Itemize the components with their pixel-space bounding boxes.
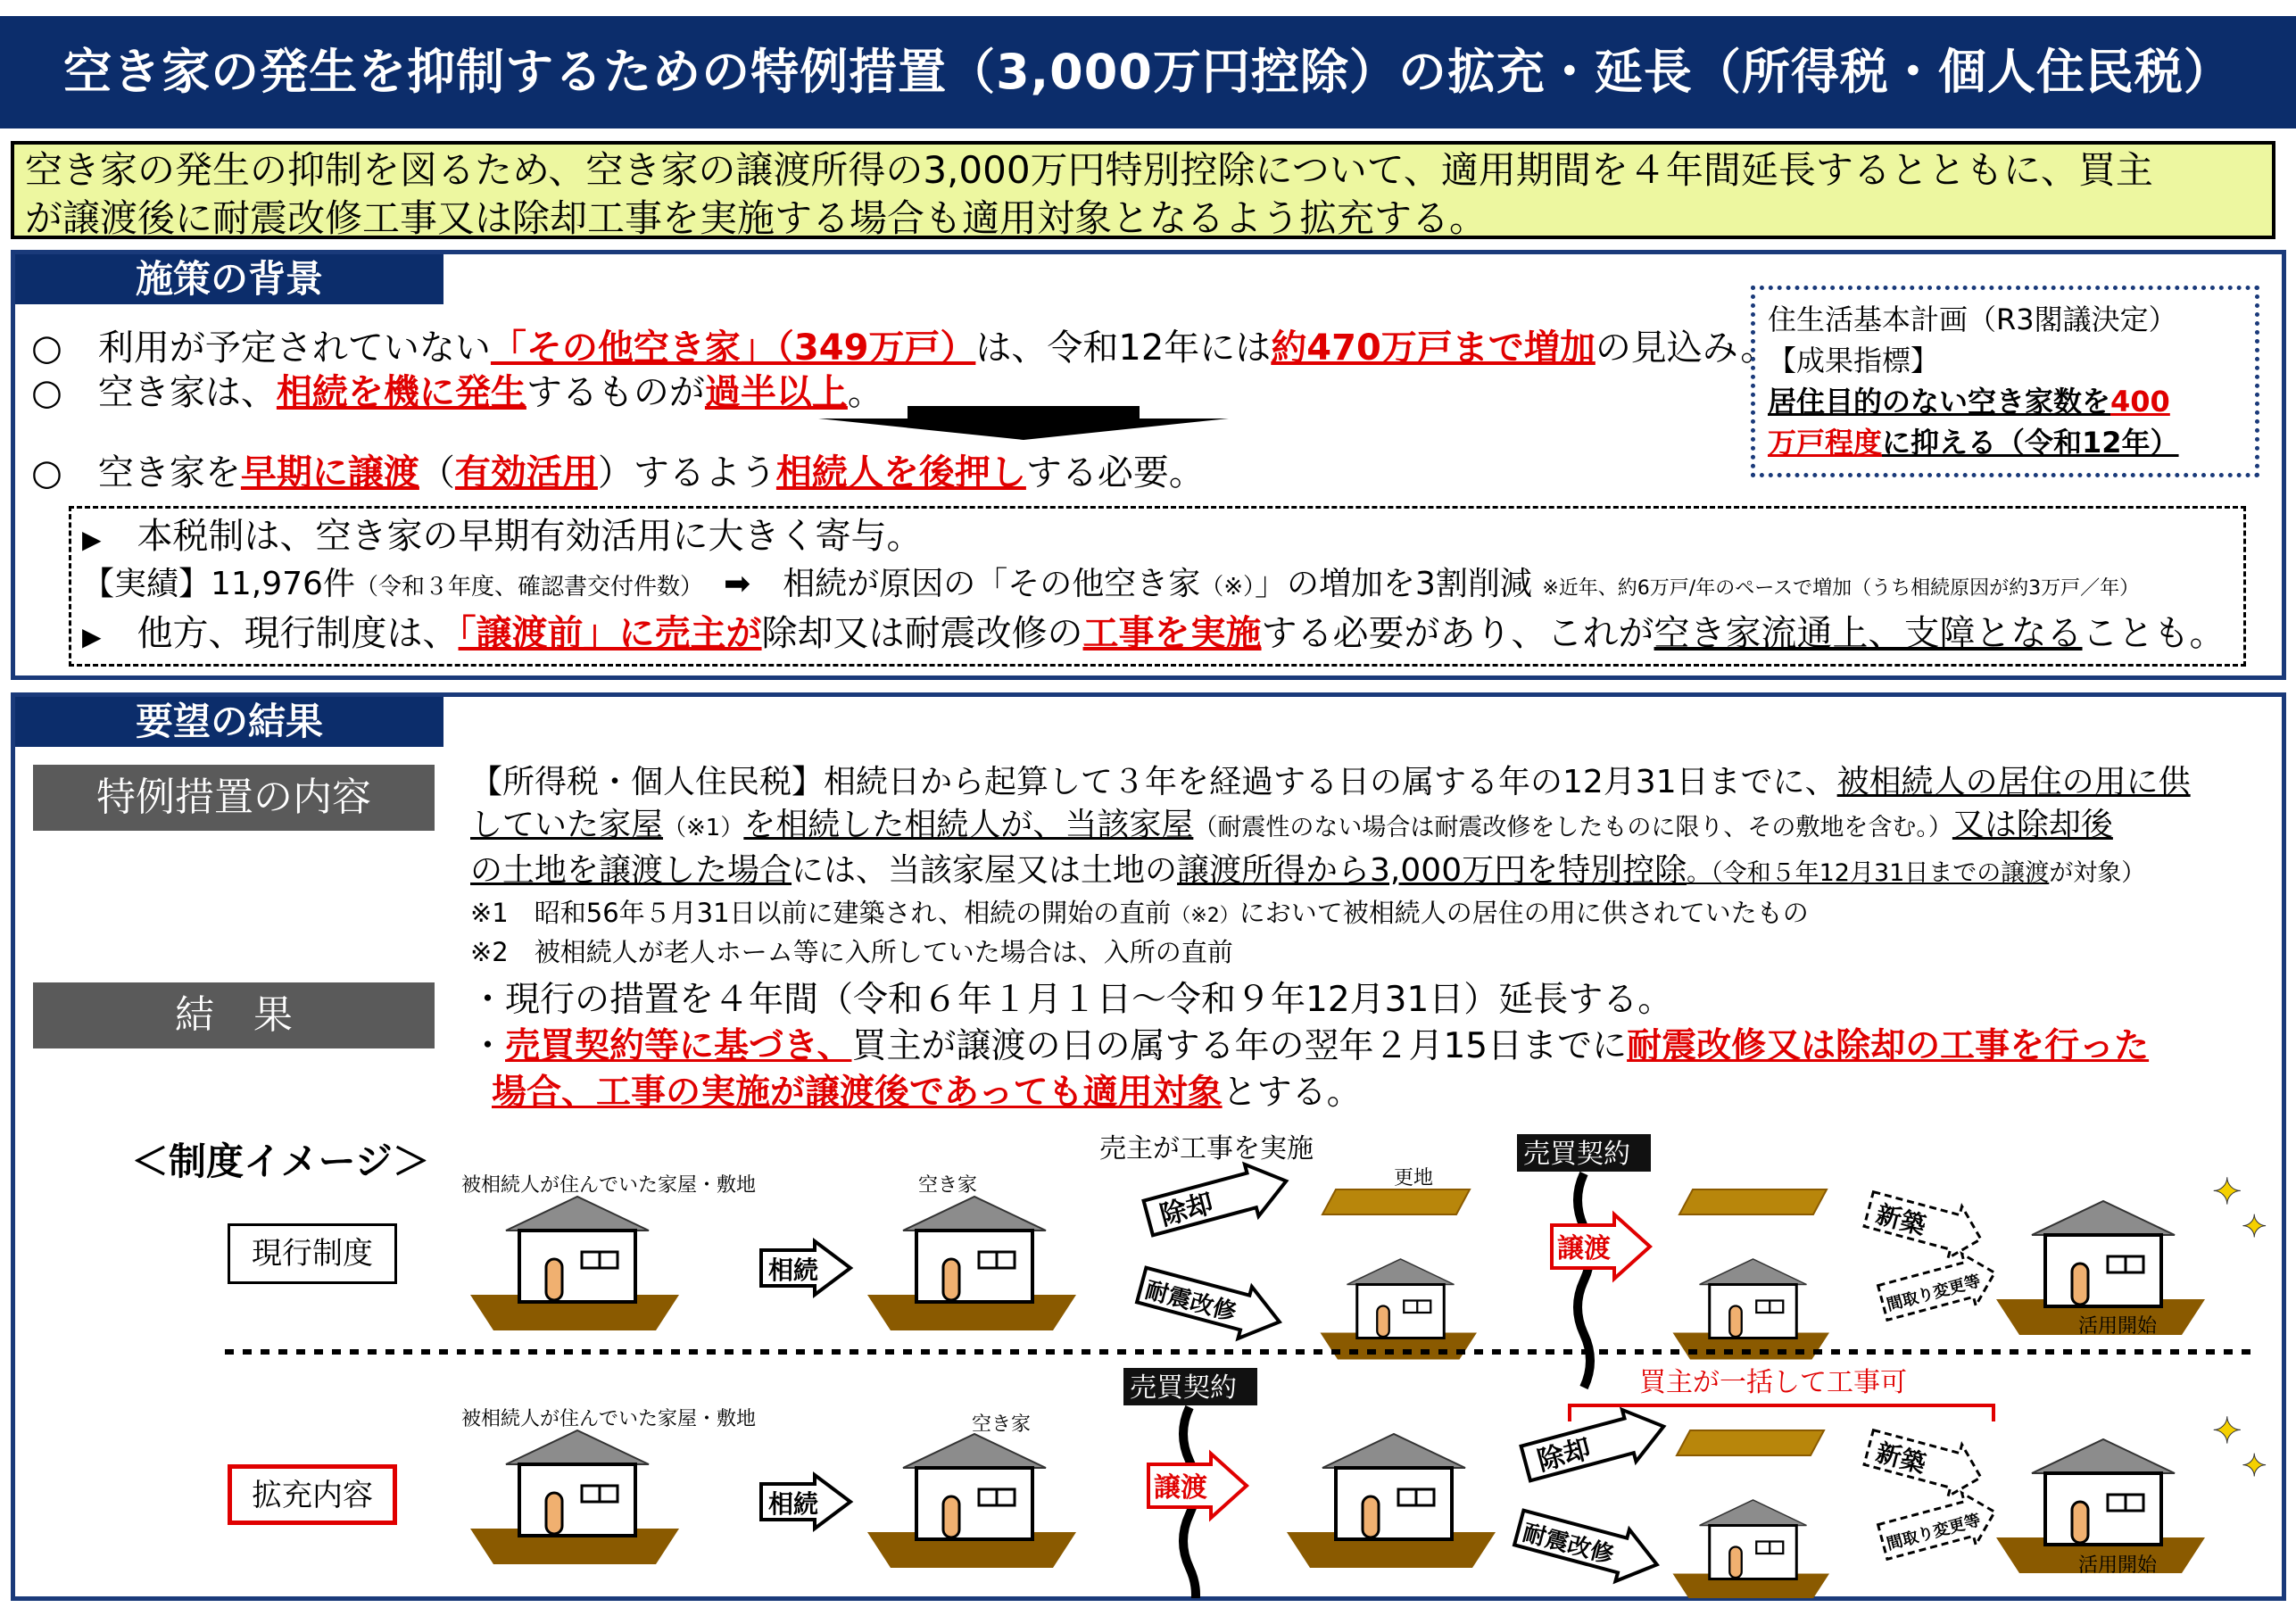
svg-text:間取り変更等: 間取り変更等 (1885, 1511, 1983, 1554)
row1-use-start-label: 活用開始 (2078, 1315, 2158, 1338)
svg-text:間取り変更等: 間取り変更等 (1885, 1272, 1983, 1315)
row2-sparkle-icon: ✦ (2212, 1411, 2242, 1452)
svg-text:売買契約: 売買契約 (1523, 1139, 1630, 1170)
svg-text:除却: 除却 (1534, 1433, 1595, 1478)
summary-box (11, 141, 2275, 239)
down-arrow-icon (800, 406, 1247, 442)
row2-inherited-house-icon (470, 1430, 679, 1564)
expanded-system-label: 拡充内容 (228, 1464, 397, 1525)
svg-text:耐震改修: 耐震改修 (1142, 1276, 1239, 1327)
outcome-text: ・現行の措置を４年間（令和６年１月１日～令和９年12月31日）延長する。 ・売買契約等に基づき、買主が譲渡の日の属する年の翌年２月15日までに耐震改修又は除却の工事を行った 場合、工事の実施が譲渡後であっても適用対象とする。 (470, 980, 2150, 1113)
row2-inherited-house-label: 被相続人が住んでいた家屋・敷地 (461, 1408, 757, 1430)
result-panel (11, 692, 2286, 1601)
row1-retrofitted-house-icon (1321, 1259, 1478, 1360)
row2-buyer-work-label: 買主が一括して工事可 (1639, 1367, 1907, 1398)
row2-inherit-arrow-icon (761, 1475, 850, 1529)
summary-line1: 空き家の発生の抑制を図るため、空き家の譲渡所得の3,000万円特別控除について、適用期間を４年間延長するとともに、買主 (25, 148, 2153, 192)
row1-inherit-arrow-icon (761, 1241, 850, 1295)
background-tab: 施策の背景 (15, 254, 443, 304)
page-title: 空き家の発生を抑制するための特例措置（3,000万円控除）の拡充・延長（所得税・個人住民税） (0, 16, 2296, 128)
row2-use-start-label: 活用開始 (2078, 1554, 2158, 1577)
background-item-2: ○ 空き家は、相続を機に発生するものが過半以上。 (31, 372, 883, 413)
result-tab: 要望の結果 (15, 697, 443, 747)
svg-text:耐震改修: 耐震改修 (1520, 1519, 1617, 1570)
row2-vacant-house-icon-2 (1287, 1434, 1496, 1568)
row1-land-icon (1679, 1189, 1827, 1214)
row1-vacant-land-icon (1322, 1189, 1470, 1214)
row2-sparkle-icon-2: ✦ (2242, 1448, 2267, 1484)
row1-house-icon (1673, 1259, 1830, 1360)
svg-text:譲渡: 譲渡 (1154, 1472, 1207, 1504)
row1-sparkle-icon-2: ✦ (2242, 1209, 2267, 1245)
background-item-1: ○ 利用が予定されていない「その他空き家」（349万戸）は、令和12年には約470万戸まで増加の見込み。 (31, 327, 1777, 369)
row1-vacant-land-label: 更地 (1394, 1167, 1434, 1189)
svg-text:相続: 相続 (768, 1489, 819, 1519)
svg-text:除却: 除却 (1156, 1188, 1217, 1232)
row2-newbuild-arrow-icon (1861, 1421, 1987, 1504)
row2-retrofit-arrow-icon (1512, 1502, 1663, 1590)
row2-renovate-arrow-icon (1876, 1486, 2002, 1568)
row1-newbuild-arrow-icon (1861, 1183, 1987, 1265)
effect-box: ▶ 本税制は、空き家の早期有効活用に大きく寄与。 【実績】11,976件（令和３年度、確認書交付件数） ➡ 相続が原因の「その他空き家（※）」の増加を3割削減 ※近年、約6万戸/年のペースで増加（うち相続原因が約3万戸／年） ▶ 他方、現行制度は、「譲渡前」に売主が除却又は耐震改修の工事を実施する必要があり、これが空き家流通上、支障となることも。 (69, 506, 2246, 667)
row1-sparkle-icon: ✦ (2212, 1172, 2242, 1213)
row1-seller-work-label: 売主が工事を実施 (1099, 1133, 1314, 1164)
row2-completed-house-icon (1996, 1439, 2205, 1573)
current-system-label: 現行制度 (228, 1223, 397, 1284)
svg-text:売買契約: 売買契約 (1130, 1372, 1237, 1404)
row1-transfer-arrow-icon (1552, 1214, 1650, 1279)
svg-text:新築: 新築 (1872, 1438, 1929, 1479)
svg-text:相続: 相続 (768, 1256, 819, 1285)
scheme-diagram (15, 697, 2282, 1598)
row1-demolish-arrow-icon (1141, 1156, 1293, 1244)
row1-renovate-arrow-icon (1876, 1247, 2002, 1329)
row2-transfer-arrow-icon (1148, 1454, 1247, 1518)
background-panel (11, 250, 2286, 680)
background-item-3: ○ 空き家を早期に譲渡（有効活用）するよう相続人を後押しする必要。 (31, 452, 1205, 493)
row2-demolish-arrow-icon (1519, 1401, 1670, 1489)
summary-line2: が譲渡後に耐震改修工事又は除却工事を実施する場合も適用対象となるよう拡充する。 (25, 196, 1488, 240)
row2-vacant-land-icon (1677, 1430, 1824, 1455)
row1-vacant-house-icon (867, 1197, 1076, 1330)
row1-retrofit-arrow-icon (1134, 1259, 1286, 1347)
content-label: 特例措置の内容 (33, 765, 435, 831)
row1-contract-wave-icon (1578, 1173, 1590, 1388)
row1-inherited-house-icon (470, 1197, 679, 1330)
diagram-title: ＜制度イメージ＞ (131, 1139, 430, 1183)
row2-retrofitted-house-icon (1673, 1500, 1830, 1598)
row1-vacant-house-label: 空き家 (918, 1174, 978, 1197)
row2-vacant-house-label: 空き家 (972, 1413, 1032, 1436)
svg-text:新築: 新築 (1872, 1199, 1929, 1241)
row1-inherited-house-label: 被相続人が住んでいた家屋・敷地 (461, 1174, 757, 1197)
outcome-label: 結 果 (33, 982, 435, 1048)
housing-plan-box: 住生活基本計画（R3閣議決定） 【成果指標】 居住目的のない空き家数を400 万戸程度に抑える（令和12年） (1751, 286, 2259, 477)
row2-vacant-house-icon (867, 1434, 1076, 1568)
svg-text:譲渡: 譲渡 (1557, 1233, 1611, 1264)
content-text: 【所得税・個人住民税】相続日から起算して３年を経過する日の属する年の12月31日までに、被相続人の居住の用に供 していた家屋（※1）を相続した相続人が、当該家屋（耐震性のない場合は耐震改修をしたものに限り、その敷地を含む。）又は除却後 の土地を譲渡した場合には、当該家屋又は土地の譲渡所得から3,000万円を特別控除。（令和５年12月31日までの譲渡が対象） ※1 昭和56年５月31日以前に建築され、相続の開始の直前（※2）において被相続人の居住の用に供されていたもの ※2 被相続人が老人ホーム等に入所していた場合は、入所の直前 (470, 764, 2191, 967)
